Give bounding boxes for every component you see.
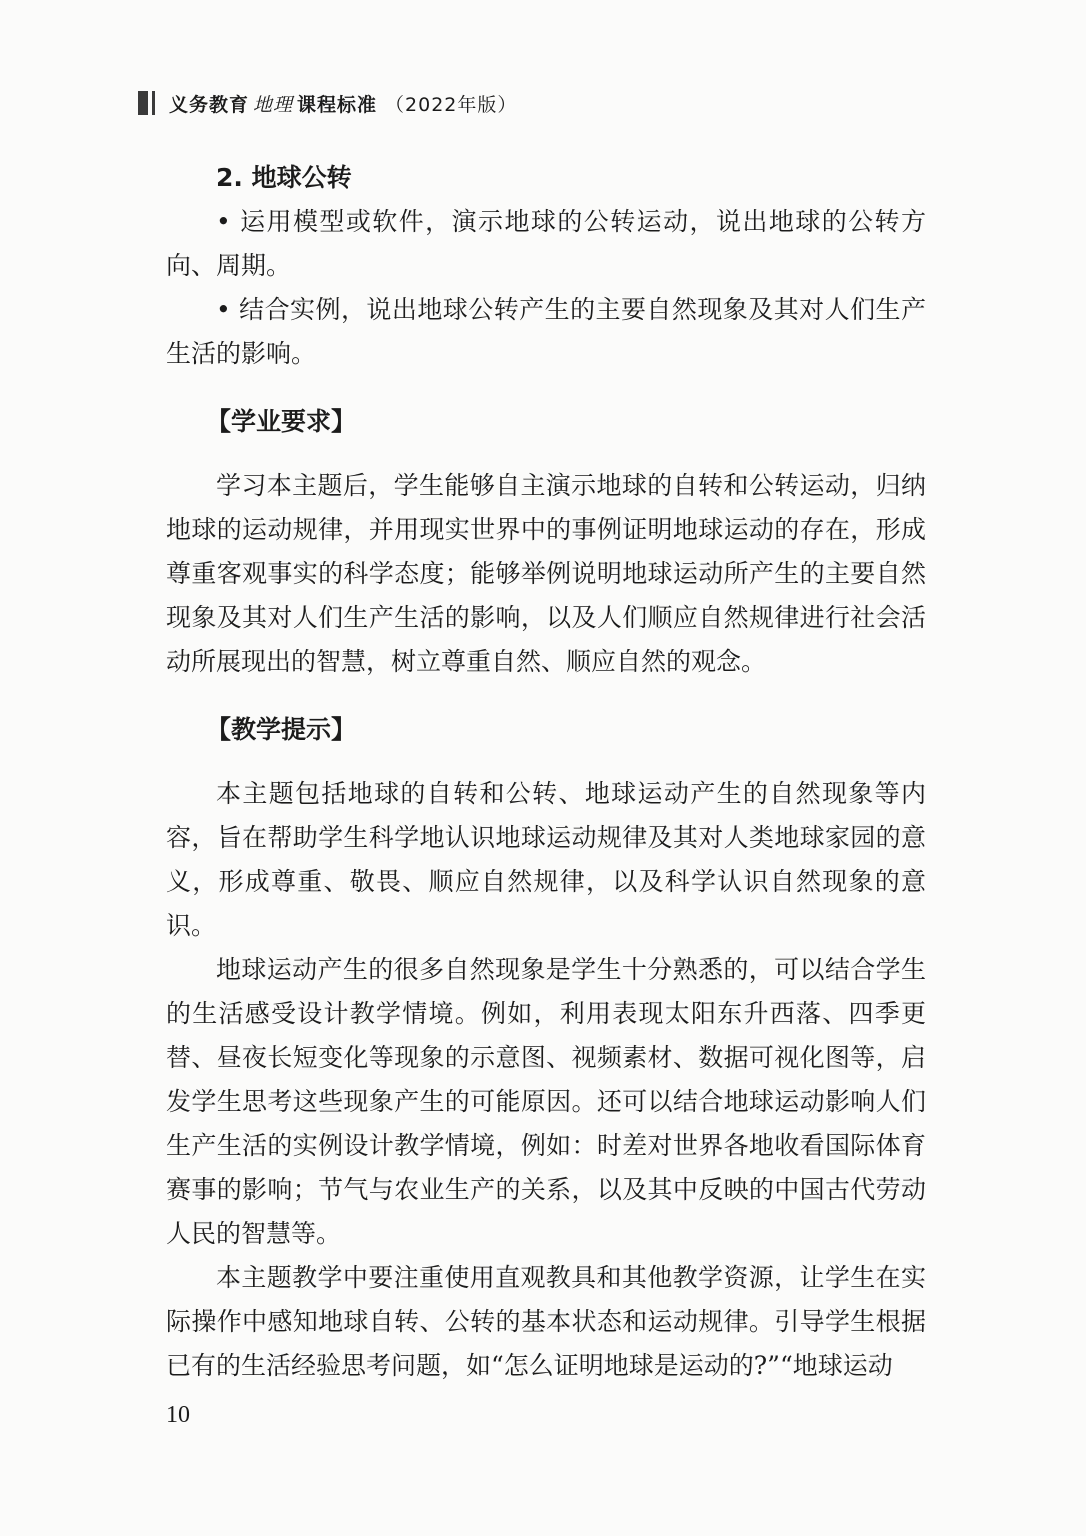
header-bar-marks xyxy=(138,91,155,115)
teaching-tips-heading: 【教学提示】 xyxy=(206,715,357,744)
teaching-tips-paragraph: 本主题包括地球的自转和公转、地球运动产生的自然现象等内容，旨在帮助学生科学地认识地球运动规律及其对人类地球家园的意义，形成尊重、敬畏、顺应自然规律，以及科学认识自然现象的意识。 xyxy=(166,779,926,940)
page-number: 10 xyxy=(166,1402,190,1428)
running-header-title xyxy=(169,90,517,117)
header-bar-thin xyxy=(152,91,155,115)
academic-requirements-paragraph: 学习本主题后，学生能够自主演示地球的自转和公转运动，归纳地球的运动规律，并用现实世界中的事例证明地球运动的存在，形成尊重客观事实的科学态度；能够举例说明地球运动所产生的主要自然现象及其对人们生产生活的影响，以及人们顺应自然规律进行社会活动所展现出的智慧，树立尊重自然、顺应自然的观念。 xyxy=(166,471,926,676)
academic-requirements-heading: 【学业要求】 xyxy=(206,407,357,436)
bullet-item: • 运用模型或软件，演示地球的公转运动，说出地球的公转方向、周期。 xyxy=(166,207,926,280)
teaching-tips-paragraph: 本主题教学中要注重使用直观教具和其他教学资源，让学生在实际操作中感知地球自转、公转的基本状态和运动规律。引导学生根据已有的生活经验思考问题，如“怎么证明地球是运动的?”“地球运动 xyxy=(166,1263,926,1380)
running-header xyxy=(138,88,517,118)
header-title-part1: 义务教育 xyxy=(169,93,250,116)
header-edition: （2022年版） xyxy=(385,93,518,116)
teaching-tips-paragraph: 地球运动产生的很多自然现象是学生十分熟悉的，可以结合学生的生活感受设计教学情境。例如，利用表现太阳东升西落、四季更替、昼夜长短变化等现象的示意图、视频素材、数据可视化图等，启发学生思考这些现象产生的可能原因。还可以结合地球运动影响人们生产生活的实例设计教学情境，例如：时差对世界各地收看国际体育赛事的影响；节气与农业生产的关系，以及其中反映的中国古代劳动人民的智慧等。 xyxy=(166,955,926,1248)
page-content xyxy=(166,150,926,1388)
bullet-item: • 结合实例，说出地球公转产生的主要自然现象及其对人们生产生活的影响。 xyxy=(166,295,926,368)
section-heading: 2. 地球公转 xyxy=(216,163,352,192)
header-bar-thick xyxy=(138,91,148,115)
header-title-part2: 课程标准 xyxy=(297,93,378,116)
header-subject: 地理 xyxy=(253,93,294,116)
